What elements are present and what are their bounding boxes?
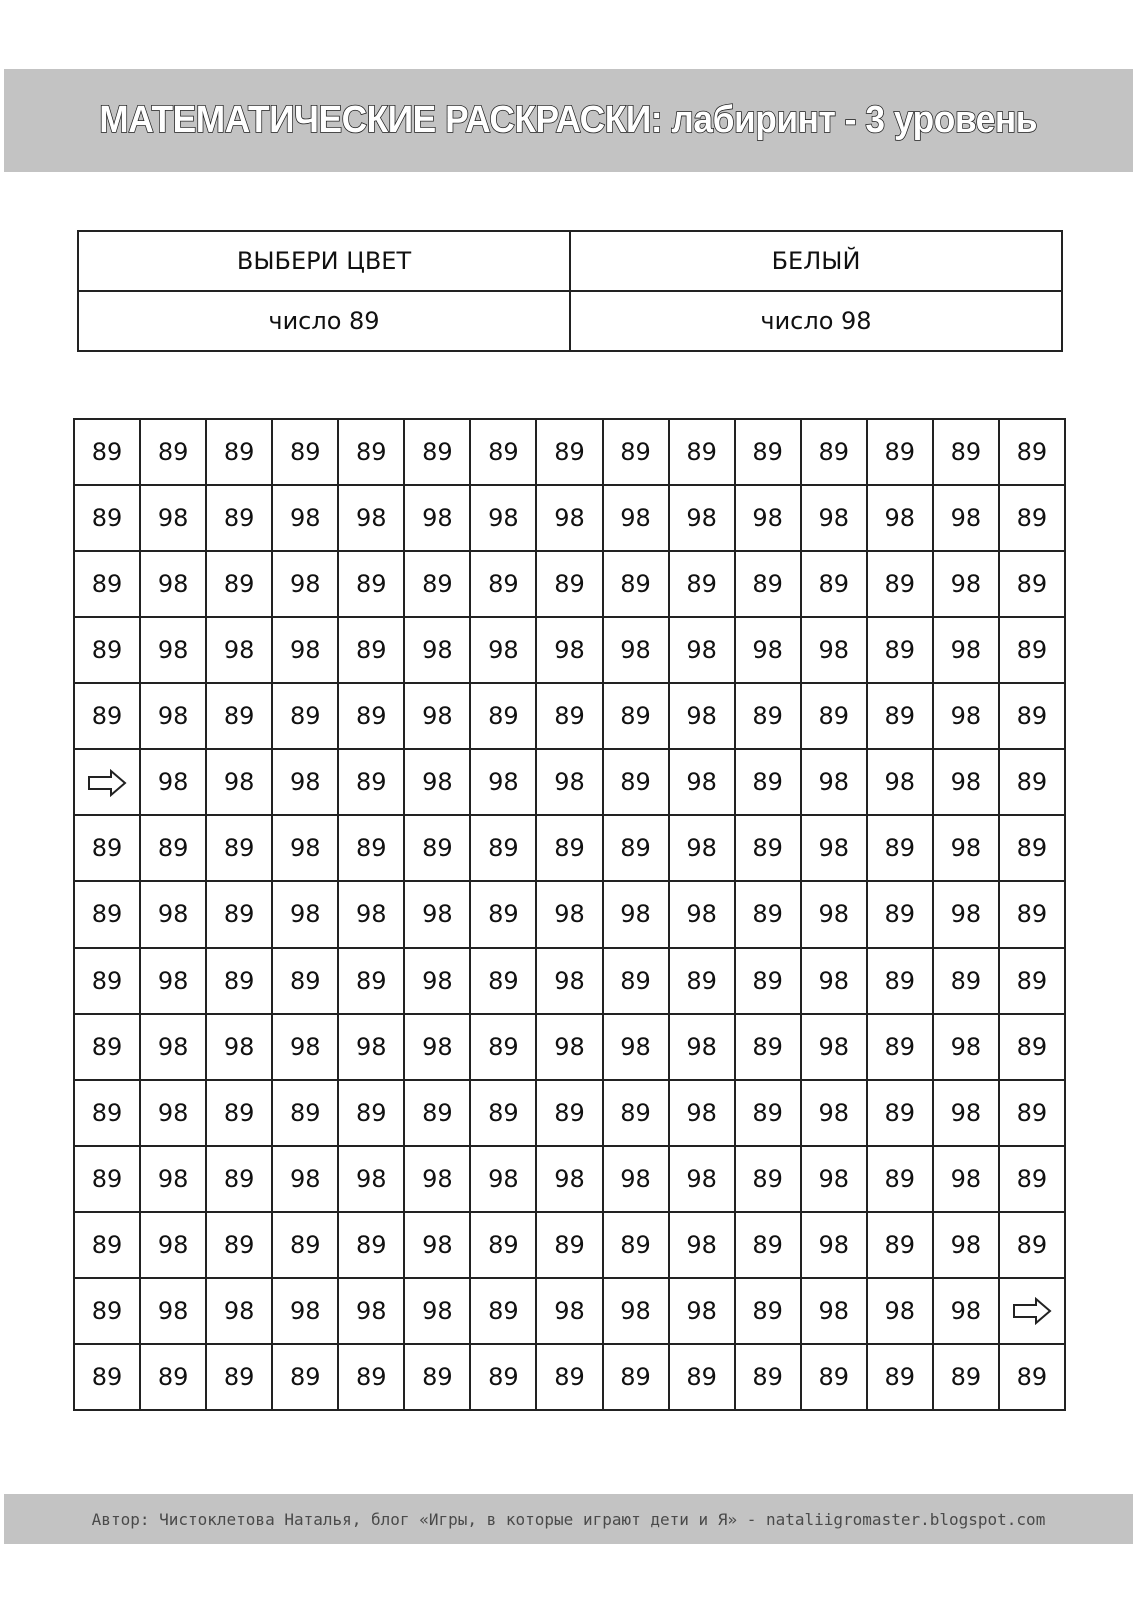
grid-cell[interactable]: 98 — [272, 815, 338, 881]
grid-cell[interactable]: 89 — [603, 1080, 669, 1146]
grid-cell[interactable]: 89 — [338, 683, 404, 749]
grid-cell[interactable]: 89 — [338, 551, 404, 617]
grid-cell[interactable]: 89 — [999, 419, 1065, 485]
title-banner — [4, 69, 1133, 172]
grid-cell[interactable]: 89 — [801, 1344, 867, 1410]
grid-cell[interactable]: 98 — [669, 1014, 735, 1080]
grid-cell[interactable]: 98 — [669, 617, 735, 683]
grid-cell[interactable]: 98 — [338, 485, 404, 551]
grid-cell[interactable]: 98 — [536, 617, 602, 683]
grid-cell[interactable]: 98 — [735, 485, 801, 551]
grid-cell[interactable]: 89 — [999, 617, 1065, 683]
grid-cell[interactable]: 98 — [404, 881, 470, 947]
grid-cell[interactable]: 89 — [338, 1080, 404, 1146]
grid-cell[interactable]: 89 — [74, 948, 140, 1014]
grid-cell[interactable]: 98 — [338, 881, 404, 947]
grid-cell[interactable]: 89 — [338, 617, 404, 683]
grid-cell[interactable]: 89 — [735, 1014, 801, 1080]
grid-cell[interactable]: 89 — [74, 617, 140, 683]
grid-cell[interactable]: 89 — [603, 1212, 669, 1278]
grid-cell[interactable]: 89 — [735, 881, 801, 947]
grid-cell[interactable]: 89 — [74, 1212, 140, 1278]
footer-banner — [4, 1494, 1133, 1544]
grid-cell[interactable]: 89 — [470, 948, 536, 1014]
grid-cell[interactable]: 98 — [603, 881, 669, 947]
grid-cell[interactable]: 98 — [140, 617, 206, 683]
grid-cell[interactable]: 98 — [801, 1080, 867, 1146]
grid-row — [74, 1146, 1065, 1212]
grid-cell[interactable]: 89 — [338, 948, 404, 1014]
grid-cell[interactable]: 89 — [272, 419, 338, 485]
grid-cell[interactable]: 98 — [669, 683, 735, 749]
grid-cell[interactable]: 89 — [470, 1278, 536, 1344]
grid-cell[interactable]: 98 — [272, 551, 338, 617]
grid-cell[interactable]: 89 — [735, 419, 801, 485]
grid-cell[interactable]: 98 — [404, 683, 470, 749]
grid-cell[interactable]: 89 — [669, 1344, 735, 1410]
grid-cell[interactable]: 89 — [206, 683, 272, 749]
grid-cell[interactable]: 89 — [933, 1344, 999, 1410]
grid-cell[interactable]: 89 — [272, 948, 338, 1014]
grid-cell[interactable]: 98 — [404, 749, 470, 815]
grid-cell[interactable]: 89 — [338, 1212, 404, 1278]
grid-cell[interactable]: 98 — [272, 1146, 338, 1212]
grid-cell[interactable]: 98 — [801, 1212, 867, 1278]
grid-cell[interactable]: 89 — [404, 1080, 470, 1146]
grid-cell[interactable]: 89 — [206, 551, 272, 617]
grid-row — [74, 617, 1065, 683]
grid-cell[interactable]: 89 — [338, 749, 404, 815]
grid-cell[interactable]: 98 — [669, 749, 735, 815]
grid-cell[interactable]: 89 — [272, 1080, 338, 1146]
grid-cell[interactable]: 89 — [735, 1146, 801, 1212]
grid-cell[interactable]: 98 — [801, 1146, 867, 1212]
grid-cell-arrow[interactable] — [999, 1278, 1065, 1344]
grid-cell[interactable]: 98 — [404, 948, 470, 1014]
grid-cell[interactable]: 89 — [404, 419, 470, 485]
grid-cell[interactable]: 89 — [404, 1344, 470, 1410]
grid-cell[interactable]: 89 — [867, 1344, 933, 1410]
grid-cell[interactable]: 98 — [801, 881, 867, 947]
grid-cell[interactable]: 89 — [933, 948, 999, 1014]
grid-cell[interactable]: 89 — [338, 1344, 404, 1410]
grid-cell[interactable]: 89 — [206, 1344, 272, 1410]
grid-row — [74, 749, 1065, 815]
grid-row — [74, 551, 1065, 617]
grid-row — [74, 1014, 1065, 1080]
grid-cell[interactable]: 98 — [206, 1278, 272, 1344]
grid-cell[interactable]: 98 — [867, 749, 933, 815]
grid-cell[interactable]: 98 — [404, 485, 470, 551]
grid-cell[interactable]: 89 — [272, 1344, 338, 1410]
grid-cell[interactable]: 98 — [933, 1146, 999, 1212]
grid-cell[interactable]: 98 — [140, 1278, 206, 1344]
grid-cell[interactable]: 98 — [669, 1146, 735, 1212]
grid-cell[interactable]: 98 — [933, 551, 999, 617]
grid-cell[interactable]: 98 — [669, 815, 735, 881]
grid-cell[interactable]: 89 — [536, 683, 602, 749]
grid-cell[interactable]: 89 — [140, 815, 206, 881]
grid-cell[interactable]: 98 — [536, 1014, 602, 1080]
grid-cell[interactable]: 89 — [867, 1212, 933, 1278]
grid-cell[interactable]: 98 — [603, 1146, 669, 1212]
grid-cell[interactable]: 98 — [801, 815, 867, 881]
grid-cell[interactable]: 89 — [74, 1278, 140, 1344]
grid-cell[interactable]: 98 — [272, 749, 338, 815]
grid-cell[interactable]: 98 — [404, 1212, 470, 1278]
grid-cell[interactable]: 98 — [272, 1014, 338, 1080]
grid-cell[interactable]: 89 — [74, 815, 140, 881]
grid-cell[interactable]: 89 — [999, 749, 1065, 815]
grid-cell[interactable]: 89 — [735, 683, 801, 749]
grid-cell[interactable]: 89 — [74, 1014, 140, 1080]
grid-cell[interactable]: 89 — [206, 1212, 272, 1278]
grid-row — [74, 1212, 1065, 1278]
grid-cell[interactable]: 98 — [338, 1278, 404, 1344]
grid-cell[interactable]: 89 — [999, 485, 1065, 551]
grid-cell[interactable]: 98 — [272, 881, 338, 947]
grid-cell[interactable]: 89 — [867, 419, 933, 485]
grid-cell[interactable]: 89 — [603, 1344, 669, 1410]
grid-cell[interactable]: 89 — [206, 1080, 272, 1146]
grid-cell[interactable]: 89 — [470, 1344, 536, 1410]
grid-cell[interactable]: 98 — [669, 485, 735, 551]
grid-cell[interactable]: 89 — [536, 1344, 602, 1410]
grid-row — [74, 1278, 1065, 1344]
legend-row — [78, 231, 1062, 291]
grid-cell[interactable]: 98 — [206, 617, 272, 683]
grid-row — [74, 683, 1065, 749]
grid-cell[interactable]: 89 — [603, 815, 669, 881]
grid-cell[interactable]: 89 — [470, 551, 536, 617]
grid-cell[interactable]: 89 — [603, 551, 669, 617]
grid-cell[interactable]: 89 — [999, 1212, 1065, 1278]
grid-cell[interactable]: 89 — [470, 815, 536, 881]
grid-row — [74, 815, 1065, 881]
grid-cell[interactable]: 98 — [536, 881, 602, 947]
grid-cell[interactable]: 89 — [801, 551, 867, 617]
grid-cell[interactable]: 98 — [933, 1014, 999, 1080]
grid-cell[interactable]: 89 — [669, 948, 735, 1014]
grid-cell[interactable]: 89 — [867, 1014, 933, 1080]
grid-cell[interactable]: 98 — [933, 881, 999, 947]
grid-cell[interactable]: 89 — [867, 551, 933, 617]
grid-cell[interactable]: 98 — [140, 948, 206, 1014]
grid-cell[interactable]: 89 — [669, 551, 735, 617]
grid-cell[interactable]: 98 — [669, 881, 735, 947]
arrow-right-icon — [87, 769, 127, 797]
grid-cell[interactable]: 98 — [933, 815, 999, 881]
grid-cell[interactable]: 89 — [536, 1080, 602, 1146]
grid-cell[interactable]: 98 — [272, 485, 338, 551]
grid-cell[interactable]: 89 — [206, 881, 272, 947]
grid-cell[interactable]: 98 — [801, 1278, 867, 1344]
grid-cell[interactable]: 89 — [338, 419, 404, 485]
grid-cell[interactable]: 98 — [140, 485, 206, 551]
grid-cell[interactable]: 89 — [867, 815, 933, 881]
grid-cell[interactable]: 89 — [470, 1080, 536, 1146]
grid-cell[interactable]: 89 — [470, 683, 536, 749]
grid-cell[interactable]: 98 — [536, 1146, 602, 1212]
grid-cell[interactable]: 98 — [470, 485, 536, 551]
grid-cell[interactable]: 98 — [536, 1278, 602, 1344]
grid-row — [74, 1080, 1065, 1146]
grid-cell[interactable]: 98 — [933, 749, 999, 815]
grid-cell[interactable]: 98 — [470, 749, 536, 815]
grid-cell[interactable]: 89 — [867, 1080, 933, 1146]
grid-cell[interactable]: 98 — [801, 1014, 867, 1080]
grid-row — [74, 1344, 1065, 1410]
grid-cell[interactable]: 89 — [470, 419, 536, 485]
grid-cell[interactable]: 89 — [74, 419, 140, 485]
grid-cell[interactable]: 89 — [603, 948, 669, 1014]
grid-cell[interactable]: 98 — [470, 617, 536, 683]
grid-cell[interactable]: 89 — [338, 815, 404, 881]
grid-cell[interactable]: 98 — [669, 1212, 735, 1278]
grid-cell[interactable]: 98 — [735, 617, 801, 683]
grid-cell[interactable]: 98 — [404, 1146, 470, 1212]
grid-cell[interactable]: 98 — [801, 485, 867, 551]
grid-cell[interactable]: 89 — [404, 815, 470, 881]
grid-cell[interactable]: 98 — [140, 683, 206, 749]
grid-cell[interactable]: 89 — [74, 1146, 140, 1212]
grid-cell[interactable]: 98 — [206, 1014, 272, 1080]
grid-cell[interactable]: 89 — [603, 749, 669, 815]
grid-cell[interactable]: 89 — [999, 551, 1065, 617]
grid-cell[interactable]: 89 — [735, 815, 801, 881]
grid-cell[interactable]: 98 — [404, 1014, 470, 1080]
grid-cell[interactable]: 98 — [404, 1278, 470, 1344]
grid-cell[interactable]: 89 — [999, 1146, 1065, 1212]
grid-cell[interactable]: 89 — [801, 419, 867, 485]
grid-cell[interactable]: 98 — [801, 749, 867, 815]
grid-cell[interactable]: 98 — [867, 1278, 933, 1344]
grid-cell[interactable]: 89 — [735, 749, 801, 815]
grid-cell[interactable]: 98 — [536, 749, 602, 815]
grid-cell[interactable]: 89 — [735, 1278, 801, 1344]
grid-cell[interactable]: 89 — [206, 815, 272, 881]
grid-row — [74, 419, 1065, 485]
grid-cell[interactable]: 98 — [603, 485, 669, 551]
grid-cell[interactable]: 89 — [206, 485, 272, 551]
grid-cell[interactable]: 89 — [867, 617, 933, 683]
grid-cell[interactable]: 89 — [801, 683, 867, 749]
page-title: МАТЕМАТИЧЕСКИЕ РАСКРАСКИ: лабиринт - 3 уровень — [99, 99, 1038, 141]
grid-row — [74, 948, 1065, 1014]
grid-cell[interactable]: 98 — [536, 948, 602, 1014]
grid-cell[interactable]: 98 — [140, 1146, 206, 1212]
grid-cell[interactable]: 89 — [735, 551, 801, 617]
grid-cell[interactable]: 89 — [999, 881, 1065, 947]
grid-cell[interactable]: 98 — [140, 1212, 206, 1278]
grid-cell[interactable]: 89 — [74, 881, 140, 947]
grid-cell[interactable]: 98 — [140, 1080, 206, 1146]
grid-cell[interactable]: 89 — [999, 1344, 1065, 1410]
grid-cell[interactable]: 89 — [470, 1212, 536, 1278]
legend-cell: число 89 — [78, 291, 570, 351]
grid-cell[interactable]: 98 — [470, 1146, 536, 1212]
grid-cell[interactable]: 89 — [867, 881, 933, 947]
grid-cell[interactable]: 98 — [404, 617, 470, 683]
maze-grid — [73, 418, 1066, 1411]
grid-cell[interactable]: 89 — [536, 551, 602, 617]
grid-cell[interactable]: 98 — [933, 1212, 999, 1278]
grid-cell[interactable]: 89 — [933, 419, 999, 485]
grid-cell[interactable]: 98 — [140, 1014, 206, 1080]
grid-row — [74, 485, 1065, 551]
grid-cell[interactable]: 98 — [603, 1278, 669, 1344]
grid-cell[interactable]: 89 — [999, 815, 1065, 881]
grid-cell[interactable]: 89 — [603, 683, 669, 749]
grid-cell[interactable]: 89 — [735, 1212, 801, 1278]
grid-cell[interactable]: 89 — [206, 1146, 272, 1212]
grid-cell[interactable]: 98 — [933, 1278, 999, 1344]
grid-cell[interactable]: 98 — [933, 683, 999, 749]
grid-cell[interactable]: 89 — [999, 683, 1065, 749]
grid-cell[interactable]: 89 — [867, 683, 933, 749]
grid-cell[interactable]: 98 — [140, 881, 206, 947]
grid-cell[interactable]: 98 — [140, 551, 206, 617]
grid-cell[interactable]: 98 — [603, 1014, 669, 1080]
grid-cell[interactable]: 98 — [669, 1278, 735, 1344]
legend-cell: число 98 — [570, 291, 1062, 351]
grid-row — [74, 881, 1065, 947]
grid-cell[interactable]: 89 — [140, 419, 206, 485]
grid-cell[interactable]: 89 — [404, 551, 470, 617]
grid-cell[interactable]: 89 — [74, 1080, 140, 1146]
grid-cell[interactable]: 89 — [74, 1344, 140, 1410]
grid-cell[interactable]: 98 — [933, 1080, 999, 1146]
legend-cell: ВЫБЕРИ ЦВЕТ — [78, 231, 570, 291]
grid-cell[interactable]: 89 — [536, 815, 602, 881]
grid-cell[interactable]: 98 — [933, 617, 999, 683]
grid-cell[interactable]: 98 — [272, 617, 338, 683]
grid-cell[interactable]: 89 — [470, 881, 536, 947]
grid-cell[interactable]: 89 — [735, 1080, 801, 1146]
grid-cell[interactable]: 98 — [338, 1146, 404, 1212]
grid-cell[interactable]: 89 — [206, 419, 272, 485]
legend-row — [78, 291, 1062, 351]
grid-cell[interactable]: 89 — [999, 1080, 1065, 1146]
grid-cell[interactable]: 98 — [206, 749, 272, 815]
grid-cell[interactable]: 89 — [536, 1212, 602, 1278]
grid-cell[interactable]: 89 — [470, 1014, 536, 1080]
grid-cell[interactable]: 89 — [867, 948, 933, 1014]
grid-cell[interactable]: 98 — [603, 617, 669, 683]
grid-cell[interactable]: 89 — [140, 1344, 206, 1410]
grid-cell[interactable]: 98 — [140, 749, 206, 815]
grid-cell[interactable]: 98 — [801, 948, 867, 1014]
grid-cell[interactable]: 98 — [272, 1278, 338, 1344]
grid-cell[interactable]: 89 — [603, 419, 669, 485]
grid-cell[interactable]: 98 — [867, 485, 933, 551]
grid-cell[interactable]: 89 — [272, 1212, 338, 1278]
author-credit: Автор: Чистоклетова Наталья, блог «Игры, в которые играют дети и Я» - nataliigromaster.blogspot.com — [91, 1509, 1046, 1529]
grid-cell[interactable]: 98 — [536, 485, 602, 551]
grid-cell[interactable]: 89 — [867, 1146, 933, 1212]
grid-cell-arrow[interactable] — [74, 749, 140, 815]
color-legend-table — [77, 230, 1063, 352]
grid-cell[interactable]: 89 — [272, 683, 338, 749]
grid-cell[interactable]: 89 — [669, 419, 735, 485]
grid-cell[interactable]: 89 — [536, 419, 602, 485]
grid-cell[interactable]: 89 — [74, 485, 140, 551]
grid-cell[interactable]: 89 — [74, 551, 140, 617]
grid-cell[interactable]: 98 — [801, 617, 867, 683]
grid-cell[interactable]: 89 — [999, 948, 1065, 1014]
grid-cell[interactable]: 89 — [206, 948, 272, 1014]
grid-cell[interactable]: 89 — [735, 1344, 801, 1410]
grid-cell[interactable]: 89 — [999, 1014, 1065, 1080]
grid-cell[interactable]: 98 — [338, 1014, 404, 1080]
grid-cell[interactable]: 98 — [669, 1080, 735, 1146]
grid-cell[interactable]: 89 — [74, 683, 140, 749]
grid-cell[interactable]: 98 — [933, 485, 999, 551]
arrow-right-icon — [1012, 1297, 1052, 1325]
grid-cell[interactable]: 89 — [735, 948, 801, 1014]
legend-cell: БЕЛЫЙ — [570, 231, 1062, 291]
